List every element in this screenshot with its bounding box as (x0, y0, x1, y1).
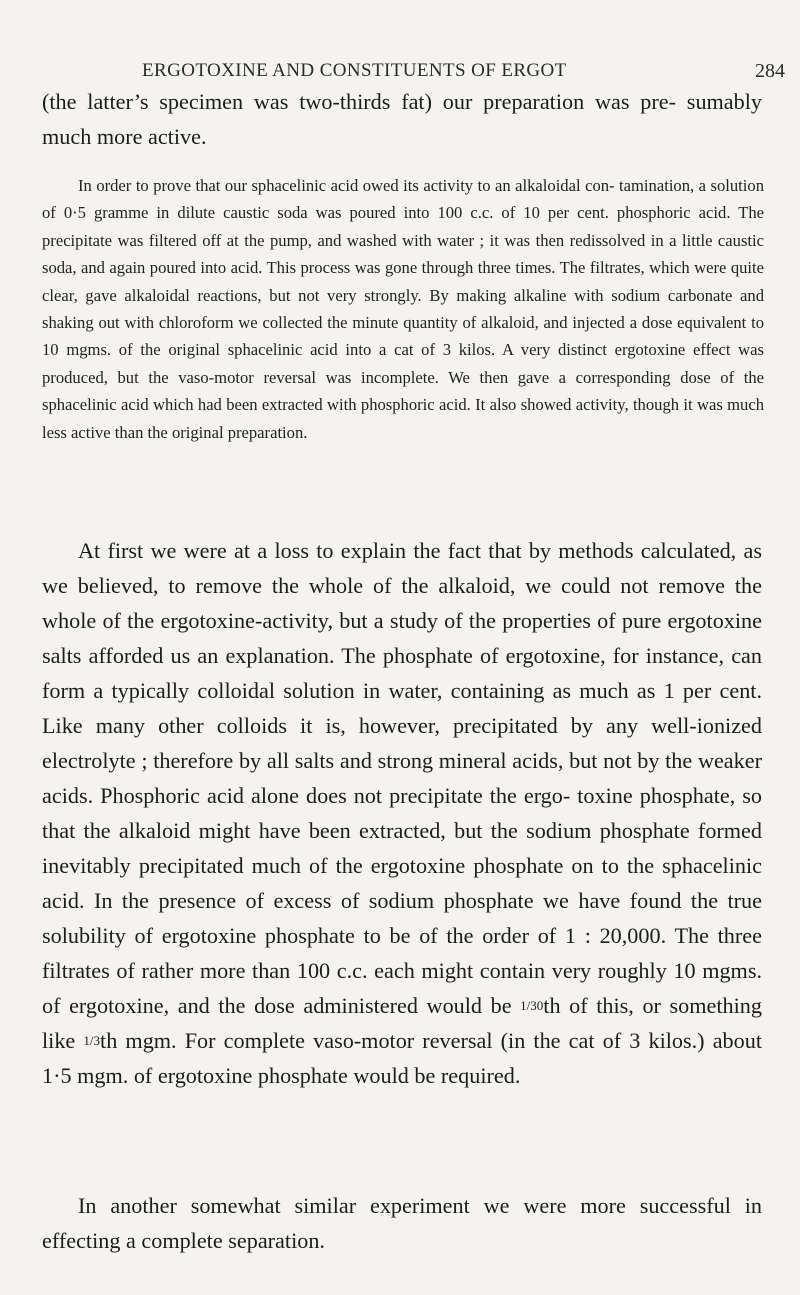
paragraph-1: (the latter’s specimen was two-thirds fat) our preparation was pre- sumably much more active. (42, 89, 762, 149)
page-number: 284 (755, 60, 785, 82)
fraction-one-third: 1/3 (83, 1033, 101, 1048)
fraction-one-thirtieth: 1/30 (520, 998, 544, 1013)
paragraph-2: In order to prove that our sphacelinic acid owed its activity to an alkaloidal con- tamination, a solution of 0·5 gramme in dilute caustic soda was poured into 100 c.c. of 10 per cent. phosphoric acid. The precipitate was filtered off at the pump, and washed with water ; it was then redissolved in a little caustic soda, and again poured into acid. This process was gone through three times. The filtrates, which were quite clear, gave alkaloidal reactions, but not very strongly. By making alkaline with sodium carbonate and shaking out with chloroform we collected the minute quantity of alkaloid, and injected a dose equivalent to 10 mgms. of the original sphacelinic acid into a cat of 3 kilos. A very distinct ergotoxine effect was produced, but the vaso-motor reversal was incomplete. We then gave a corresponding dose of the sphacelinic acid which had been extracted with phosphoric acid. It also showed activity, though it was much less active than the original preparation. (42, 176, 764, 442)
running-title: ERGOTOXINE AND CONSTITUENTS OF ERGOT (142, 60, 567, 81)
paragraph-3 (42, 533, 762, 1093)
paragraph-3-part-b: th of this, or something like (42, 993, 762, 1053)
paragraph-4: In another somewhat similar experiment we were more successful in effecting a complete separation. (42, 1193, 762, 1253)
paragraph-3-part-a: At first we were at a loss to explain the fact that by methods calculated, as we believed, to remove the whole of the alkaloid, we could not remove the whole of the ergotoxine-activity, but a study of the properties of pure ergotoxine salts afforded us an explanation. The phosphate of ergotoxine, for instance, can form a typically colloidal solution in water, containing as much as 1 per cent. Like many other colloids it is, however, precipitated by any well-ionized electrolyte ; therefore by all salts and strong mineral acids, but not by the weaker acids. Phosphoric acid alone does not precipitate the ergo- toxine phosphate, so that the alkaloid might have been extracted, but the sodium phosphate formed inevitably precipitated much of the ergotoxine phosphate on to the sphacelinic acid. In the presence of excess of sodium phosphate we have found the true solubility of ergotoxine phosphate to be of the order of 1 : 20,000. The three filtrates of rather more than 100 c.c. each might contain very roughly 10 mgms. of ergotoxine, and the dose administered would be (42, 538, 762, 1018)
paragraph-3-part-c: th mgm. For complete vaso-motor reversal (in the cat of 3 kilos.) about 1·5 mgm. of ergotoxine phosphate would be required. (42, 1028, 762, 1088)
